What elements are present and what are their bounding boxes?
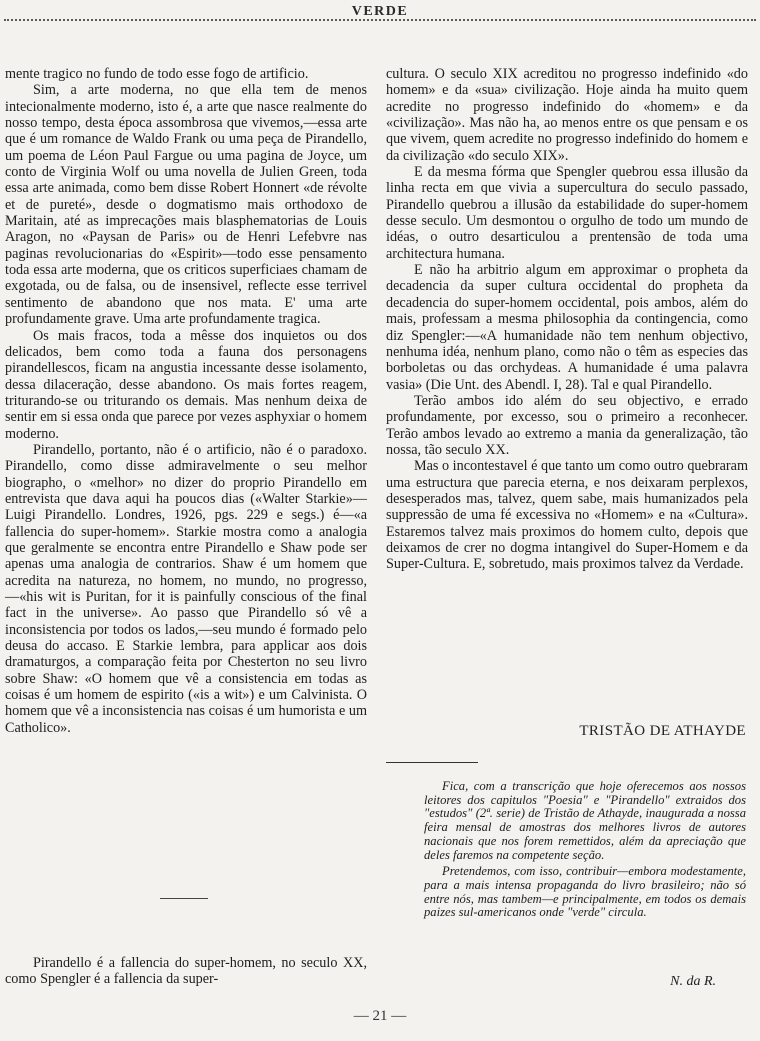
paragraph: Os mais fracos, toda a mêsse dos inquietos ou dos delicados, bem como toda a fauna dos personagens pirandellescos, ficam na angustia incessante desse isolamento, dessa dilaceração, desse abandono. Os mais fortes reagem, triturando-se ou triturando os demais. Mas nenhum deixa de sentir em si essa onda que parece por vezes asphyxiar o homem moderno. [5, 327, 367, 442]
section-separator [160, 898, 208, 899]
right-column [386, 66, 748, 573]
header-rule [4, 19, 756, 24]
note-paragraph: Fica, com a transcrição que hoje oferecemos aos nossos leitores dos capitulos "Poesia" e "Pirandello" extraidos dos "estudos" (2ª. serie) de Tristão de Athayde, inaugurada a nossa feira mensal de amostras dos melhores livros de autores nacionais que nos forem remettidos, além da apreciação que deles faremos na competente seção. [424, 779, 746, 862]
journal-title: VERDE [351, 4, 409, 19]
note-paragraph: Pretendemos, com isso, contribuir—embora modestamente, para a mais intensa propaganda do livro brasileiro; não só entre nós, mas tambem—e principalmente, em todos os demais paizes sul-americanos onde "verde" circula. [424, 864, 746, 920]
left-column [5, 66, 367, 736]
paragraph: Pirandello, portanto, não é o artificio, não é o paradoxo. Pirandello, como disse admiravelmente o seu melhor biographo, o «melhor» no dizer do proprio Pirandello em entrevista que dava aqui ha poucos dias («Walter Starkie»—Luigi Pirandello. Londres, 1926, pgs. 229 e segs.) é—«a fallencia do super-homem». Starkie mostra como a analogia que geralmente se encontra entre Pirandello e Shaw pode ser apenas uma analogia de contrarios. Shaw é um homem que acredita na natureza, no homem, no mundo, no progresso,—«his wit is Puritan, for it is painfully conscious of the final fact in the universe». Ao passo que Pirandello só vê a inconsistencia por todos os lados,—seu mundo é formado pelo deusa do accaso. E Starkie lembra, para applicar aos dois dramaturgos, a comparação feita por Chesterton no seu livro sobre Shaw: «O homem que vê a consistencia em todas as coisas é um homem de espirito («is a wit») e um Calvinista. O homem que vê a inconsistencia nas coisas é um humorista e um Catholico». [5, 441, 367, 736]
page-number: — 21 — [353, 1008, 407, 1024]
author-signature: TRISTÃO DE ATHAYDE [579, 723, 746, 739]
paragraph: Terão ambos ido além do seu objectivo, e errado profundamente, por excesso, sou o primeiro a reconhecer. Terão ambos levado ao extremo a mania da generalização, tão nossa, tão seculo XX. [386, 392, 748, 458]
note-divider [386, 762, 478, 763]
paragraph: cultura. O seculo XIX acreditou no progresso indefinido «do homem» e da «sua» civilização. Hoje ainda ha muito quem acredite no progresso indefinido do «homem» e da «civilização». Mas não ha, ao menos entre os que pensam e os que vivem, quem acredite no progresso indefinido do homem e da civilização «do seculo XIX». [386, 66, 748, 164]
paragraph: E da mesma fórma que Spengler quebrou essa illusão da linha recta em que vivia a supercultura do seculo passado, Pirandello quebrou a illusão da estabilidade do super-homem desse seculo. Um desmontou o orgulho de todo um mundo de idéas, o outro desarticulou a prentensão de toda uma architectura humana. [386, 164, 748, 262]
left-column-closing [5, 955, 367, 988]
editor-note [424, 780, 746, 923]
editor-note-signature: N. da R. [670, 974, 716, 989]
paragraph: Sim, a arte moderna, no que ella tem de menos intecionalmente moderno, isto é, a arte que nasce realmente do nosso tempo, desta época assombrosa que vivemos,—essa arte que é um romance de Waldo Frank ou uma peça de Pirandello, um poema de Léon Paul Fargue ou uma pagina de Joyce, um conto de Virginia Wolf ou uma novella de Julien Green, toda essa arte animada, como bem disse Robert Honnert «de révolte et de pureté», desde o dogmatismo mais orthodoxo de Maritain, até as imprecações mais blasphematorias de Louis Aragon, no «Paysan de Paris» ou de Henri Lefebvre nas paginas revolucionarias do «Espirit»—todo esse pensamento toda essa arte moderna, que os criticos superficiaes chamam de exgotada, ou de falsa, ou de insensivel, reflecte esse terrivel sentimento de abandono que nos mata. E' uma arte profundamente grave. Uma arte profundamente tragica. [5, 82, 367, 328]
paragraph: Pirandello é a fallencia do super-homem, no seculo XX, como Spengler é a fallencia da super- [5, 955, 367, 988]
paragraph: Mas o incontestavel é que tanto um como outro quebraram uma estructura que parecia eterna, e nos deixaram perplexos, desesperados mas, talvez, quem sabe, mais humanizados pela suppressão de uma fé excessiva no «Homem» e na «Cultura». Estaremos talvez mais proximos do homem culto, depois que deixamos de crer no dogma intangivel do Super-Homem e da Super-Cultura. E, sobretudo, mais proximos talvez da Verdade. [386, 458, 748, 573]
paragraph: E não ha arbitrio algum em approximar o propheta da decadencia da super cultura occidental do propheta da decadencia do super-homem occidental, pois ambos, além do mais, professam a mesma philosophia da contingencia, como diz Spengler:—«A humanidade não tem nenhum objectivo, nenhuma idéa, nenhum plano, como não o têm as especies das borboletas ou das orchydeas. A humanidade é uma palavra vasia» (Die Unt. des Abendl. I, 28). Tal e qual Pirandello. [386, 262, 748, 393]
paragraph: mente tragico no fundo de todo esse fogo de artificio. [5, 66, 309, 82]
